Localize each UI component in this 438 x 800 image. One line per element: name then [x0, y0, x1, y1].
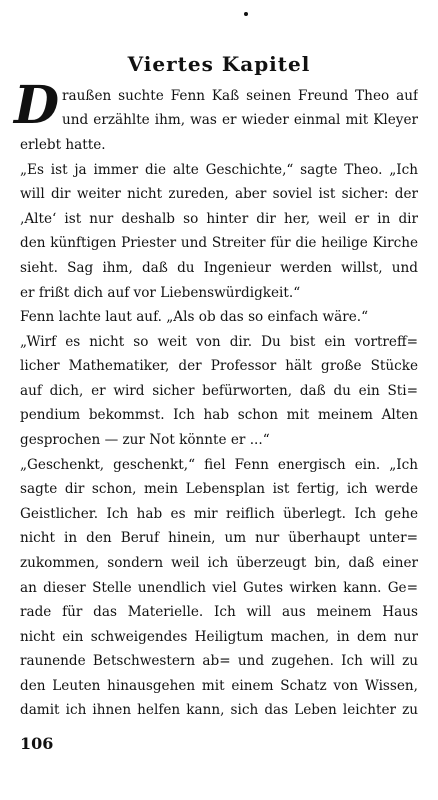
- text-line: rade für das Materielle. Ich will aus meinem Haus: [20, 604, 418, 620]
- text-line: zukommen, sondern weil ich überzeugt bin, daß einer: [20, 555, 418, 571]
- text-line: nicht ein schweigendes Heiligtum machen, in dem nur: [20, 629, 418, 645]
- text-line: „Geschenkt, geschenkt,“ fiel Fenn energisch ein. „Ich: [20, 457, 418, 473]
- text-line: gesprochen — zur Not könnte er ...“: [20, 432, 270, 448]
- page-number: 106: [20, 734, 54, 753]
- text-line: auf dich, er wird sicher befürworten, daß du ein Sti=: [20, 383, 418, 399]
- drop-cap: D: [14, 75, 60, 136]
- text-line: „Es ist ja immer die alte Geschichte,“ sagte Theo. „Ich: [20, 162, 418, 178]
- text-line: raußen suchte Fenn Kaß seinen Freund Theo auf: [62, 88, 418, 104]
- text-line: raunende Betschwestern ab= und zugehen. Ich will zu: [20, 653, 418, 669]
- text-line: licher Mathematiker, der Professor hält große Stücke: [20, 358, 418, 374]
- text-line: und erzählte ihm, was er wieder einmal mit Kleyer: [62, 112, 418, 128]
- text-line: pendium bekommst. Ich hab schon mit meinem Alten: [20, 407, 418, 423]
- text-line: den Leuten hinausgehen mit einem Schatz von Wissen,: [20, 678, 418, 694]
- text-line: an dieser Stelle unendlich viel Gutes wirken kann. Ge=: [20, 580, 418, 596]
- text-line: nicht in den Beruf hinein, um nur überhaupt unter=: [20, 530, 418, 546]
- text-line: erlebt hatte.: [20, 137, 106, 153]
- text-line: „Wirf es nicht so weit von dir. Du bist ein vortreff=: [20, 334, 418, 350]
- chapter-title: Viertes Kapitel: [127, 52, 311, 76]
- text-line: Fenn lachte laut auf. „Als ob das so einfach wäre.“: [20, 309, 369, 325]
- text-line: er frißt dich auf vor Liebenswürdigkeit.“: [20, 285, 301, 301]
- text-line: sagte dir schon, mein Lebensplan ist fertig, ich werde: [20, 481, 418, 497]
- text-line: sieht. Sag ihm, daß du Ingenieur werden willst, und: [20, 260, 418, 276]
- text-line: damit ich ihnen helfen kann, sich das Leben leichter zu: [20, 702, 418, 718]
- text-line: ‚Alte‘ ist nur deshalb so hinter dir her, weil er in dir: [20, 211, 418, 227]
- text-line: den künftigen Priester und Streiter für die heilige Kirche: [20, 235, 418, 251]
- text-line: Geistlicher. Ich hab es mir reiflich überlegt. Ich gehe: [20, 506, 418, 522]
- ornament-dot: [244, 12, 248, 16]
- text-line: will dir weiter nicht zureden, aber soviel ist sicher: der: [20, 186, 418, 202]
